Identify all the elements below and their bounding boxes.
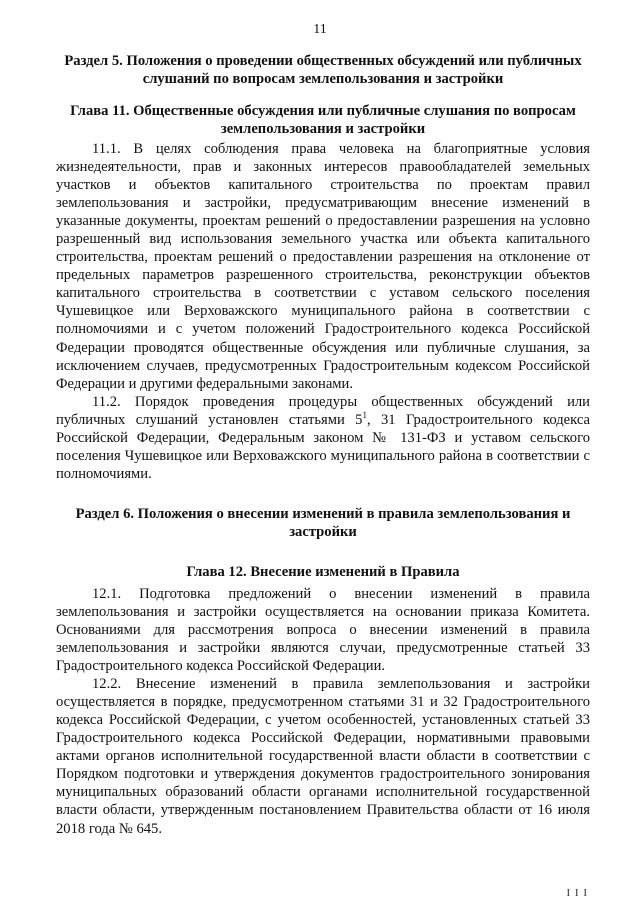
section-5-heading: Раздел 5. Положения о проведении общественных обсуждений или публичных слушаний по вопросам землепользования и застройки (64, 53, 582, 87)
paragraph-11-2-end: , 31 Градостроительного кодекса Российской Федерации, Федеральным законом № 131-ФЗ и уставом сельского поселения Чушевицкое или Верховажского муниципального района в соответствии с полномочиями. (56, 411, 590, 482)
corner-mark: I I I (566, 887, 588, 899)
paragraph-12-1: 12.1. Подготовка предложений о внесении изменений в правила землепользования и застройки осуществляется на основании приказа Комитета. Основаниями для рассмотрения вопроса о внесении изменений в правила землепользования и застройки являются случаи, предусмотренные статьей 33 Градостроительного кодекса Российской Федерации. (56, 585, 590, 675)
paragraph-11-2-start: 11.2. Порядок проведения процедуры общественных обсуждений или публичных слушаний установлен статьями 5 (56, 393, 590, 428)
paragraph-11-1: 11.1. В целях соблюдения права человека на благоприятные условия жизнедеятельности, прав и законных интересов правообладателей земельных участков и объектов капитального строительства по проектам правил землепользования и застройки, предусматривающим внесение изменений в указанные документы, проектам решений о предоставлении разрешения на условно разрешенный вид использования земельного участка или объекта капитального строительства, проектам решений о предоставлении разрешения на отклонение от предельных параметров разрешенного строительства, реконструкции объектов капитального строительства в соответствии с уставом сельского поселения Чушевицкое или Верховажского муниципального района в соответствии с полномочиями и с учетом положений Градостроительного кодекса Российской Федерации проводятся общественные обсуждения или публичные слушания, за исключением случаев, предусмотренных Градостроительным кодексом Российской Федерации и другими федеральными законами. (56, 141, 590, 392)
document-body (56, 52, 590, 838)
section-6-heading: Раздел 6. Положения о внесении изменений в правила землепользования и застройки (75, 505, 571, 540)
footnote-superscript: 1 (362, 409, 367, 420)
paragraph-11-2 (56, 393, 590, 483)
page-number: 11 (313, 22, 327, 37)
chapter-11-heading: Глава 11. Общественные обсуждения или публичные слушания по вопросам землепользования и застройки (70, 103, 576, 137)
paragraph-12-2: 12.2. Внесение изменений в правила землепользования и застройки осуществляется в порядке, предусмотренном статьями 31 и 32 Градостроительного кодекса Российской Федерации, с учетом особенностей, установленных статьей 33 Градостроительного кодекса Российской Федерации, нормативными правовыми актами органов исполнительной государственной власти области в соответствии с Порядком подготовки и утверждения документов градостроительного зонирования муниципальных образований области органами исполнительной государственной власти области, утвержденным постановлением Правительства области от 16 июля 2018 года № 645. (56, 676, 590, 837)
chapter-12-heading: Глава 12. Внесение изменений в Правила (186, 563, 460, 580)
